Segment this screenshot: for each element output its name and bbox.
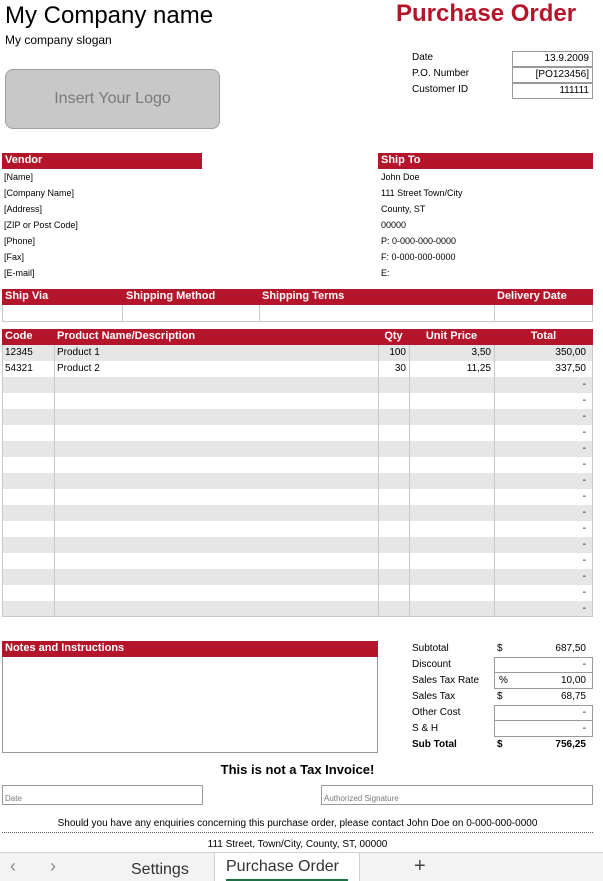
item-qty[interactable] [378, 377, 409, 393]
delivery-date-header: Delivery Date [497, 290, 567, 302]
item-unit-price[interactable] [409, 537, 494, 553]
address-line[interactable]: 111 Street, Town/City, County, ST, 00000 [207, 839, 388, 850]
item-total[interactable]: - [582, 379, 586, 390]
table-row [2, 441, 593, 457]
table-row [2, 521, 593, 537]
subtotal-label: Subtotal [412, 643, 449, 654]
sh-field[interactable] [494, 721, 593, 737]
discount-row [412, 657, 593, 673]
column-divider [409, 345, 410, 617]
not-tax-invoice-notice[interactable]: This is not a Tax Invoice! [220, 762, 375, 777]
tax-rate-value[interactable]: 10,00 [560, 675, 586, 686]
table-row [2, 409, 593, 425]
item-description[interactable] [54, 537, 378, 553]
subtotal-value[interactable]: 687,50 [555, 643, 586, 654]
item-qty[interactable] [378, 521, 409, 537]
discount-field[interactable] [494, 657, 593, 673]
shipto-email[interactable]: E: [381, 268, 390, 278]
item-code[interactable] [2, 505, 54, 521]
column-divider [378, 345, 379, 617]
document-title[interactable]: Purchase Order [396, 0, 577, 27]
code-header: Code [5, 330, 33, 342]
delivery-date-field[interactable] [495, 305, 592, 321]
contact-line[interactable] [2, 815, 593, 833]
shipto-phone[interactable]: P: 0-000-000-0000 [381, 236, 457, 246]
tab-settings[interactable]: Settings [131, 861, 189, 878]
vendor-name[interactable]: [Name] [4, 172, 34, 182]
item-description[interactable] [54, 553, 378, 569]
company-name[interactable]: My Company name [5, 2, 214, 29]
item-description[interactable]: Product 1 [57, 347, 100, 358]
total-header: Total [530, 330, 557, 342]
sales-tax-value[interactable]: 68,75 [560, 691, 586, 702]
table-row [2, 425, 593, 441]
item-qty[interactable] [378, 585, 409, 601]
item-total[interactable]: - [582, 475, 586, 486]
shipping-method-field[interactable] [123, 305, 260, 321]
item-unit-price[interactable] [409, 569, 494, 585]
sub-total-value[interactable]: 756,25 [555, 739, 586, 750]
item-code[interactable] [2, 425, 54, 441]
subtotal-row [412, 641, 593, 657]
column-divider [54, 345, 55, 617]
shipto-name[interactable]: John Doe [381, 172, 420, 182]
vendor-phone[interactable]: [Phone] [4, 236, 36, 246]
sheet-tab-bar [0, 852, 603, 881]
sales-tax-currency: $ [497, 691, 503, 702]
item-qty[interactable] [378, 489, 409, 505]
sales-tax-label: Sales Tax [412, 691, 456, 702]
table-row [2, 473, 593, 489]
item-description[interactable] [54, 441, 378, 457]
other-cost-row [412, 705, 593, 721]
column-divider [494, 345, 495, 617]
sh-value[interactable]: - [582, 723, 586, 734]
vendor-company[interactable]: [Company Name] [4, 188, 75, 198]
company-slogan[interactable]: My company slogan [5, 33, 112, 47]
item-unit-price[interactable] [409, 489, 494, 505]
item-code[interactable] [2, 537, 54, 553]
shipto-header: Ship To [378, 153, 593, 169]
item-code[interactable] [2, 441, 54, 457]
scroll-left-icon[interactable]: ‹ [10, 856, 16, 876]
item-qty[interactable]: 100 [389, 347, 406, 358]
item-total[interactable]: - [582, 443, 586, 454]
item-unit-price[interactable] [409, 425, 494, 441]
item-unit-price[interactable]: 3,50 [471, 347, 491, 358]
item-code[interactable] [2, 601, 54, 617]
item-description[interactable] [54, 409, 378, 425]
item-code[interactable] [2, 377, 54, 393]
shipto-county[interactable]: County, ST [381, 204, 426, 214]
add-sheet-icon[interactable]: + [414, 855, 426, 877]
vendor-address[interactable]: [Address] [4, 204, 43, 214]
item-code[interactable] [2, 553, 54, 569]
item-description[interactable] [54, 505, 378, 521]
item-unit-price[interactable] [409, 393, 494, 409]
item-unit-price[interactable] [409, 601, 494, 617]
subtotal-currency: $ [497, 643, 503, 654]
discount-label: Discount [412, 659, 451, 670]
sh-row [412, 721, 593, 737]
table-row [2, 377, 593, 393]
item-description[interactable] [54, 425, 378, 441]
item-total[interactable]: 350,00 [555, 347, 586, 358]
item-code[interactable] [2, 569, 54, 585]
notes-area[interactable] [2, 657, 378, 753]
ship-via-field[interactable] [3, 305, 123, 321]
discount-value[interactable]: - [582, 659, 586, 670]
shipping-terms-field[interactable] [260, 305, 495, 321]
unit-price-header: Unit Price [425, 330, 478, 342]
sh-label: S & H [412, 723, 439, 734]
logo-placeholder[interactable] [5, 69, 220, 129]
item-total[interactable]: - [582, 491, 586, 502]
shipto-street[interactable]: 111 Street Town/City [381, 188, 463, 198]
table-row [2, 537, 593, 553]
items-header-row [2, 329, 593, 345]
shipping-values-row [2, 305, 593, 322]
item-qty[interactable] [378, 553, 409, 569]
logo-text: Insert Your Logo [54, 90, 171, 107]
item-unit-price[interactable] [409, 473, 494, 489]
table-row [2, 393, 593, 409]
item-code[interactable]: 12345 [5, 347, 33, 358]
item-qty[interactable] [378, 537, 409, 553]
sales-tax-row [412, 689, 593, 705]
vendor-email[interactable]: [E-mail] [4, 268, 35, 278]
item-code[interactable] [2, 457, 54, 473]
item-qty[interactable] [378, 569, 409, 585]
item-total[interactable]: - [582, 395, 586, 406]
vendor-header: Vendor [2, 153, 202, 169]
item-total[interactable]: 337,50 [555, 363, 586, 374]
table-row [2, 601, 593, 617]
item-code[interactable] [2, 473, 54, 489]
item-qty[interactable] [378, 393, 409, 409]
item-unit-price[interactable] [409, 457, 494, 473]
item-code[interactable] [2, 393, 54, 409]
item-unit-price[interactable] [409, 521, 494, 537]
product-header: Product Name/Description [57, 330, 196, 342]
item-total[interactable]: - [582, 507, 586, 518]
table-row [2, 457, 593, 473]
scroll-right-icon[interactable]: › [50, 856, 56, 876]
ship-via-header: Ship Via [5, 290, 49, 302]
vendor-details [4, 169, 204, 281]
item-description[interactable] [54, 473, 378, 489]
item-code[interactable] [2, 489, 54, 505]
item-description[interactable] [54, 457, 378, 473]
item-qty[interactable] [378, 425, 409, 441]
po-number-label: P.O. Number [412, 68, 470, 79]
tab-purchase-order[interactable] [214, 853, 360, 881]
item-description[interactable] [54, 569, 378, 585]
item-total[interactable]: - [582, 539, 586, 550]
item-unit-price[interactable] [409, 505, 494, 521]
shipto-details [381, 169, 591, 281]
item-code[interactable] [2, 409, 54, 425]
item-description[interactable] [54, 601, 378, 617]
item-total[interactable]: - [582, 603, 586, 614]
item-description[interactable] [54, 585, 378, 601]
date-signature-label: Date [5, 794, 22, 803]
authorized-signature-field[interactable] [321, 785, 593, 805]
item-unit-price[interactable] [409, 441, 494, 457]
notes-header: Notes and Instructions [2, 641, 378, 657]
po-number-field[interactable]: [PO123456] [512, 67, 593, 83]
item-unit-price[interactable]: 11,25 [466, 363, 491, 374]
qty-header: Qty [384, 330, 403, 342]
item-description[interactable] [54, 377, 378, 393]
item-description[interactable] [54, 489, 378, 505]
item-unit-price[interactable] [409, 553, 494, 569]
tax-rate-label: Sales Tax Rate [412, 675, 480, 686]
other-cost-label: Other Cost [412, 707, 461, 718]
table-row [2, 505, 593, 521]
sub-total-currency: $ [497, 739, 503, 750]
item-unit-price[interactable] [409, 409, 494, 425]
table-row [2, 361, 593, 377]
sub-total-row [412, 737, 593, 753]
item-total[interactable]: - [582, 571, 586, 582]
customer-id-label: Customer ID [412, 84, 469, 95]
item-total[interactable]: - [582, 587, 586, 598]
item-code[interactable]: 54321 [5, 363, 33, 374]
table-row [2, 569, 593, 585]
item-qty[interactable] [378, 441, 409, 457]
shipping-terms-header: Shipping Terms [262, 290, 345, 302]
contact-line-text: Should you have any enquiries concerning this purchase order, please contact John Doe on 0-000-000-0000 [57, 818, 538, 829]
item-total[interactable]: - [582, 411, 586, 422]
item-qty[interactable] [378, 457, 409, 473]
vendor-fax[interactable]: [Fax] [4, 252, 25, 262]
tab-purchase-order-label: Purchase Order [226, 858, 339, 875]
tax-rate-row [412, 673, 593, 689]
item-qty[interactable] [378, 473, 409, 489]
shipping-header-row [2, 289, 593, 305]
table-row [2, 553, 593, 569]
item-total[interactable]: - [582, 427, 586, 438]
date-field[interactable]: 13.9.2009 [512, 51, 593, 67]
item-unit-price[interactable] [409, 377, 494, 393]
shipto-zip[interactable]: 00000 [381, 220, 407, 230]
sub-total-label: Sub Total [412, 739, 457, 750]
vendor-zip[interactable]: [ZIP or Post Code] [4, 220, 78, 230]
table-row [2, 345, 593, 361]
other-cost-field[interactable] [494, 705, 593, 721]
tax-rate-currency: % [499, 675, 508, 686]
shipto-fax[interactable]: F: 0-000-000-0000 [381, 252, 456, 262]
item-total[interactable]: - [582, 523, 586, 534]
table-row [2, 489, 593, 505]
item-unit-price[interactable] [409, 585, 494, 601]
date-signature-field[interactable] [2, 785, 203, 805]
item-total[interactable]: - [582, 555, 586, 566]
item-code[interactable] [2, 521, 54, 537]
customer-id-field[interactable]: 111111 [512, 83, 593, 99]
item-total[interactable]: - [582, 459, 586, 470]
table-row [2, 585, 593, 601]
item-qty[interactable] [378, 409, 409, 425]
authorized-signature-label: Authorized Signature [324, 794, 399, 803]
item-qty[interactable]: 30 [394, 363, 406, 374]
item-qty[interactable] [378, 505, 409, 521]
other-cost-value[interactable]: - [582, 707, 586, 718]
item-code[interactable] [2, 585, 54, 601]
item-description[interactable] [54, 393, 378, 409]
item-description[interactable] [54, 521, 378, 537]
date-label: Date [412, 52, 434, 63]
item-qty[interactable] [378, 601, 409, 617]
shipping-method-header: Shipping Method [126, 290, 216, 302]
item-description[interactable]: Product 2 [57, 363, 100, 374]
